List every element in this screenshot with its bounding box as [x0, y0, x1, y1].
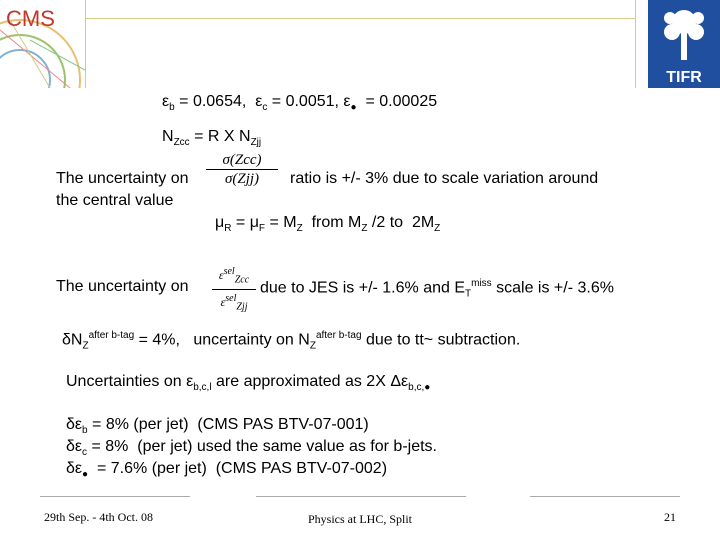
sigma-ratio-fraction: σ(Zcc) σ(Zjj) [206, 152, 278, 187]
cms-logo [0, 0, 85, 88]
ratio-uncertainty-text: ratio is +/- 3% due to scale variation around [290, 170, 599, 187]
scale-variation-line: $\mu_R = \mu_F = M_Z$ from $M_Z$ /2 to $2M_Z$ [215, 214, 441, 235]
jes-uncertainty-text: due to JES is +/- 1.6% and $E_T^{miss}$ scale is +/- 3.6% [260, 278, 614, 300]
svg-text:TIFR: TIFR [666, 69, 702, 86]
cms-logo-icon [0, 0, 85, 88]
footer-venue: Physics at LHC, Split [308, 512, 413, 526]
nzcc-line: $N_{Zcc} = R$ X $N_{Zjj}$ [162, 128, 262, 149]
efficiency-line: $\varepsilon_b = 0.0654$, $\varepsilon_c = 0.0051$, $\varepsilon_● = 0.00025$ [162, 93, 438, 114]
delta-eff-c-line: $\delta\varepsilon_c = 8\%$ (per jet) used the same value as for b-jets. [66, 438, 437, 459]
svg-text:CMS: CMS [6, 6, 55, 31]
approximation-line: Uncertainties on $\varepsilon_{b,c,l}$ are approximated as 2X $\Delta\varepsilon_{b,c,●}$ [66, 373, 431, 394]
page-number: 21 [664, 510, 676, 524]
eff-ratio-fraction: $\varepsilon^{sel}_{Zcc}$ $\varepsilon^{sel}_{Zjj}$ [212, 264, 256, 316]
uncertainty-on-label-2: The uncertainty on [56, 278, 189, 295]
tifr-logo [648, 0, 720, 88]
tree-icon [648, 0, 720, 88]
delta-eff-b-line: $\delta\varepsilon_b = 8\%$ (per jet) (CMS PAS BTV-07-001) [66, 416, 369, 437]
central-value-text: the central value [56, 192, 174, 209]
delta-eff-l-line: $\delta\varepsilon_● = 7.6\%$ (per jet) (CMS PAS BTV-07-002) [66, 460, 388, 481]
uncertainty-on-label-1: The uncertainty on [56, 170, 189, 187]
delta-nz-line: $\delta N_Z^{after b-tag} = 4\%$, uncertainty on $N_Z^{after b-tag}$ due to tt~ subtraction. [62, 330, 521, 352]
footer-date: 29th Sep. - 4th Oct. 08 [44, 510, 153, 524]
